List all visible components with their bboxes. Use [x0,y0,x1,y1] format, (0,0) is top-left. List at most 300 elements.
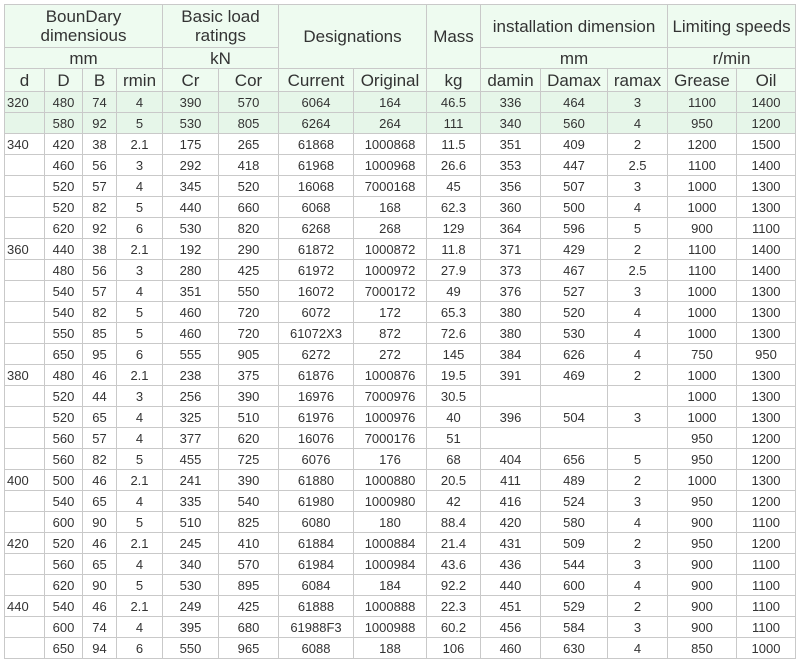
cell-original: 1000868 [354,134,427,155]
cell-original: 7000176 [354,428,427,449]
cell-kg: 51 [427,428,481,449]
col-width-header: B [83,69,117,92]
cell-grease: 1100 [668,239,737,260]
cell-ramax: 4 [608,113,668,134]
cell-damax: 464 [541,92,608,113]
cell-grease: 1000 [668,197,737,218]
cell-current: 61884 [279,533,354,554]
table-row [5,113,796,134]
table-row [5,176,796,197]
cell-damin: 356 [481,176,541,197]
cell-kg: 49 [427,281,481,302]
cell-cr: 460 [163,302,219,323]
bearing-spec-table [4,4,796,659]
load-unit-header: kN [163,48,279,69]
cell-oil: 1200 [737,428,796,449]
col-current-header: Current [279,69,354,92]
table-row [5,134,796,155]
cell-damin: 351 [481,134,541,155]
cell-rmin: 2.1 [117,470,163,491]
cell-kg: 30.5 [427,386,481,407]
cell-d [5,449,45,470]
table-row [5,512,796,533]
cell-d: 440 [5,596,45,617]
cell-d: 360 [5,239,45,260]
cell-rmin: 5 [117,197,163,218]
cell-current: 61968 [279,155,354,176]
column-header-row [5,69,796,92]
cell-grease: 1000 [668,365,737,386]
table-row [5,365,796,386]
cell-d [5,302,45,323]
cell-damin: 340 [481,113,541,134]
cell-kg: 11.5 [427,134,481,155]
cell-ramax: 5 [608,218,668,239]
cell-current: 6068 [279,197,354,218]
cell-damax: 524 [541,491,608,512]
cell-rmin: 6 [117,218,163,239]
cell-ramax: 2.5 [608,260,668,281]
cell-cor: 550 [219,281,279,302]
cell-current: 61988F3 [279,617,354,638]
col-d-header: d [5,69,45,92]
cell-damin: 396 [481,407,541,428]
cell-current: 6272 [279,344,354,365]
cell-cr: 241 [163,470,219,491]
col-outer-diameter-header: D [45,69,83,92]
cell-damax: 429 [541,239,608,260]
cell-cr: 335 [163,491,219,512]
cell-oil: 1300 [737,365,796,386]
cell-damin: 364 [481,218,541,239]
cell-kg: 19.5 [427,365,481,386]
cell-outer-diameter: 540 [45,302,83,323]
cell-outer-diameter: 580 [45,113,83,134]
cell-width: 38 [83,239,117,260]
cell-current: 16976 [279,386,354,407]
col-kg-header: kg [427,69,481,92]
cell-kg: 92.2 [427,575,481,596]
cell-width: 56 [83,260,117,281]
cell-cr: 325 [163,407,219,428]
cell-cr: 530 [163,218,219,239]
cell-kg: 68 [427,449,481,470]
cell-ramax: 3 [608,176,668,197]
cell-oil: 1200 [737,533,796,554]
cell-ramax: 4 [608,323,668,344]
cell-outer-diameter: 560 [45,554,83,575]
cell-current: 61072X3 [279,323,354,344]
cell-width: 46 [83,533,117,554]
col-cr-header: Cr [163,69,219,92]
cell-ramax: 5 [608,449,668,470]
cell-kg: 72.6 [427,323,481,344]
cell-damax: 544 [541,554,608,575]
cell-original: 7000172 [354,281,427,302]
table-row [5,92,796,113]
cell-oil: 1400 [737,92,796,113]
table-row [5,449,796,470]
cell-damin: 420 [481,512,541,533]
cell-cr: 555 [163,344,219,365]
cell-oil: 1300 [737,197,796,218]
cell-ramax: 3 [608,281,668,302]
cell-cr: 510 [163,512,219,533]
cell-original: 1000988 [354,617,427,638]
cell-current: 6064 [279,92,354,113]
cell-grease: 900 [668,575,737,596]
cell-kg: 40 [427,407,481,428]
cell-kg: 26.6 [427,155,481,176]
cell-grease: 1100 [668,155,737,176]
cell-cor: 825 [219,512,279,533]
cell-damax: 507 [541,176,608,197]
cell-cr: 280 [163,260,219,281]
cell-outer-diameter: 650 [45,344,83,365]
cell-oil: 1300 [737,302,796,323]
cell-kg: 111 [427,113,481,134]
cell-grease: 1000 [668,386,737,407]
cell-d [5,113,45,134]
cell-d [5,512,45,533]
cell-current: 6264 [279,113,354,134]
cell-cr: 292 [163,155,219,176]
cell-kg: 129 [427,218,481,239]
cell-kg: 62.3 [427,197,481,218]
cell-d [5,281,45,302]
cell-current: 61980 [279,491,354,512]
cell-outer-diameter: 560 [45,449,83,470]
cell-width: 38 [83,134,117,155]
cell-rmin: 4 [117,617,163,638]
col-damin-header: damin [481,69,541,92]
cell-grease: 1000 [668,281,737,302]
cell-damin: 360 [481,197,541,218]
cell-damin: 391 [481,365,541,386]
cell-cor: 425 [219,596,279,617]
cell-width: 82 [83,197,117,218]
cell-width: 92 [83,113,117,134]
cell-cor: 620 [219,428,279,449]
cell-kg: 65.3 [427,302,481,323]
cell-damax: 520 [541,302,608,323]
cell-original: 268 [354,218,427,239]
cell-oil: 1500 [737,134,796,155]
col-damax-header: Damax [541,69,608,92]
cell-cor: 425 [219,260,279,281]
cell-rmin: 4 [117,176,163,197]
cell-width: 57 [83,428,117,449]
cell-d [5,638,45,659]
cell-rmin: 4 [117,428,163,449]
cell-kg: 145 [427,344,481,365]
cell-damax: 656 [541,449,608,470]
table-row [5,302,796,323]
cell-ramax: 2 [608,365,668,386]
cell-rmin: 3 [117,260,163,281]
cell-cr: 530 [163,113,219,134]
cell-damax: 596 [541,218,608,239]
cell-oil: 1100 [737,575,796,596]
col-grease-header: Grease [668,69,737,92]
cell-oil: 1300 [737,281,796,302]
cell-cor: 390 [219,470,279,491]
cell-damax: 467 [541,260,608,281]
table-row [5,260,796,281]
cell-original: 1000876 [354,365,427,386]
cell-kg: 42 [427,491,481,512]
cell-rmin: 3 [117,386,163,407]
cell-rmin: 4 [117,554,163,575]
cell-oil: 1300 [737,323,796,344]
cell-current: 6268 [279,218,354,239]
cell-d: 420 [5,533,45,554]
cell-outer-diameter: 520 [45,197,83,218]
cell-outer-diameter: 480 [45,365,83,386]
cell-rmin: 5 [117,512,163,533]
col-original-header: Original [354,69,427,92]
cell-d: 380 [5,365,45,386]
cell-original: 7000976 [354,386,427,407]
cell-damax [541,428,608,449]
cell-rmin: 2.1 [117,596,163,617]
cell-cor: 725 [219,449,279,470]
cell-damax: 530 [541,323,608,344]
cell-d [5,386,45,407]
cell-original: 168 [354,197,427,218]
limiting-speeds-header: Limiting speeds [668,5,796,48]
table-row [5,155,796,176]
col-ramax-header: ramax [608,69,668,92]
cell-damin: 404 [481,449,541,470]
cell-width: 65 [83,554,117,575]
cell-current: 61872 [279,239,354,260]
cell-grease: 1100 [668,260,737,281]
cell-oil: 1400 [737,155,796,176]
table-row [5,239,796,260]
cell-original: 188 [354,638,427,659]
cell-damin: 456 [481,617,541,638]
cell-oil: 1300 [737,407,796,428]
cell-width: 46 [83,470,117,491]
cell-kg: 27.9 [427,260,481,281]
cell-oil: 1300 [737,386,796,407]
cell-original: 1000884 [354,533,427,554]
cell-damax: 600 [541,575,608,596]
cell-original: 1000872 [354,239,427,260]
cell-grease: 900 [668,617,737,638]
cell-cor: 570 [219,92,279,113]
cell-grease: 950 [668,449,737,470]
cell-grease: 950 [668,428,737,449]
cell-original: 1000972 [354,260,427,281]
cell-cor: 895 [219,575,279,596]
cell-rmin: 4 [117,281,163,302]
cell-outer-diameter: 600 [45,617,83,638]
cell-ramax [608,428,668,449]
cell-rmin: 2.1 [117,533,163,554]
cell-cr: 175 [163,134,219,155]
cell-original: 164 [354,92,427,113]
cell-d [5,260,45,281]
cell-damin: 336 [481,92,541,113]
cell-outer-diameter: 540 [45,491,83,512]
cell-cor: 390 [219,386,279,407]
cell-rmin: 6 [117,638,163,659]
cell-cor: 410 [219,533,279,554]
cell-current: 6072 [279,302,354,323]
cell-outer-diameter: 480 [45,92,83,113]
cell-grease: 900 [668,554,737,575]
cell-d [5,491,45,512]
cell-oil: 1100 [737,554,796,575]
cell-cr: 550 [163,638,219,659]
cell-oil: 950 [737,344,796,365]
cell-damax: 409 [541,134,608,155]
cell-kg: 106 [427,638,481,659]
cell-d [5,617,45,638]
cell-rmin: 4 [117,92,163,113]
cell-outer-diameter: 620 [45,218,83,239]
cell-current: 61976 [279,407,354,428]
cell-cr: 395 [163,617,219,638]
cell-damin: 376 [481,281,541,302]
cell-cr: 377 [163,428,219,449]
cell-damin: 436 [481,554,541,575]
mass-header: Mass [427,5,481,69]
cell-grease: 1200 [668,134,737,155]
cell-damax: 469 [541,365,608,386]
cell-ramax: 4 [608,512,668,533]
cell-kg: 60.2 [427,617,481,638]
cell-kg: 45 [427,176,481,197]
cell-outer-diameter: 520 [45,176,83,197]
cell-width: 90 [83,575,117,596]
cell-width: 44 [83,386,117,407]
cell-width: 92 [83,218,117,239]
cell-outer-diameter: 550 [45,323,83,344]
cell-damin: 431 [481,533,541,554]
table-row [5,575,796,596]
cell-ramax: 2.5 [608,155,668,176]
cell-oil: 1100 [737,617,796,638]
table-row [5,596,796,617]
cell-grease: 1000 [668,176,737,197]
cell-grease: 900 [668,512,737,533]
cell-ramax: 3 [608,617,668,638]
table-row [5,281,796,302]
cell-kg: 46.5 [427,92,481,113]
cell-damin: 380 [481,323,541,344]
cell-grease: 1100 [668,92,737,113]
cell-oil: 1400 [737,239,796,260]
cell-grease: 850 [668,638,737,659]
cell-damin: 353 [481,155,541,176]
cell-d [5,218,45,239]
cell-cr: 249 [163,596,219,617]
cell-cor: 820 [219,218,279,239]
table-header [5,5,796,92]
cell-cr: 530 [163,575,219,596]
cell-current: 61876 [279,365,354,386]
cell-ramax [608,386,668,407]
col-rmin-header: rmin [117,69,163,92]
cell-original: 1000976 [354,407,427,428]
cell-cor: 375 [219,365,279,386]
installation-dimension-header: installation dimension [481,5,668,48]
table-row [5,491,796,512]
cell-d [5,428,45,449]
cell-outer-diameter: 500 [45,470,83,491]
cell-width: 74 [83,617,117,638]
cell-outer-diameter: 460 [45,155,83,176]
cell-cor: 540 [219,491,279,512]
cell-ramax: 2 [608,533,668,554]
cell-damax: 630 [541,638,608,659]
cell-d: 400 [5,470,45,491]
cell-cor: 805 [219,113,279,134]
cell-damax: 527 [541,281,608,302]
cell-outer-diameter: 600 [45,512,83,533]
cell-outer-diameter: 540 [45,281,83,302]
cell-damax: 626 [541,344,608,365]
cell-oil: 1400 [737,260,796,281]
cell-oil: 1300 [737,176,796,197]
cell-ramax: 2 [608,596,668,617]
cell-original: 1000984 [354,554,427,575]
cell-grease: 750 [668,344,737,365]
cell-original: 184 [354,575,427,596]
cell-damin [481,428,541,449]
cell-grease: 900 [668,596,737,617]
cell-ramax: 2 [608,134,668,155]
cell-rmin: 2.1 [117,239,163,260]
cell-d [5,554,45,575]
cell-oil: 1100 [737,596,796,617]
cell-rmin: 5 [117,302,163,323]
cell-current: 6080 [279,512,354,533]
col-cor-header: Cor [219,69,279,92]
cell-ramax: 2 [608,239,668,260]
cell-ramax: 3 [608,491,668,512]
cell-original: 872 [354,323,427,344]
cell-rmin: 4 [117,407,163,428]
cell-ramax: 4 [608,302,668,323]
cell-cr: 460 [163,323,219,344]
cell-d: 320 [5,92,45,113]
cell-cr: 351 [163,281,219,302]
cell-oil: 1200 [737,491,796,512]
cell-oil: 1100 [737,218,796,239]
cell-width: 57 [83,176,117,197]
cell-cor: 418 [219,155,279,176]
table-row [5,428,796,449]
cell-oil: 1200 [737,113,796,134]
cell-grease: 950 [668,113,737,134]
cell-current: 6084 [279,575,354,596]
cell-ramax: 4 [608,344,668,365]
basic-load-ratings-header: Basic load ratings [163,5,279,48]
cell-oil: 1100 [737,512,796,533]
cell-damax: 509 [541,533,608,554]
cell-d [5,575,45,596]
cell-rmin: 2.1 [117,134,163,155]
cell-original: 1000968 [354,155,427,176]
cell-width: 94 [83,638,117,659]
cell-ramax: 2 [608,470,668,491]
cell-cor: 680 [219,617,279,638]
cell-d [5,176,45,197]
